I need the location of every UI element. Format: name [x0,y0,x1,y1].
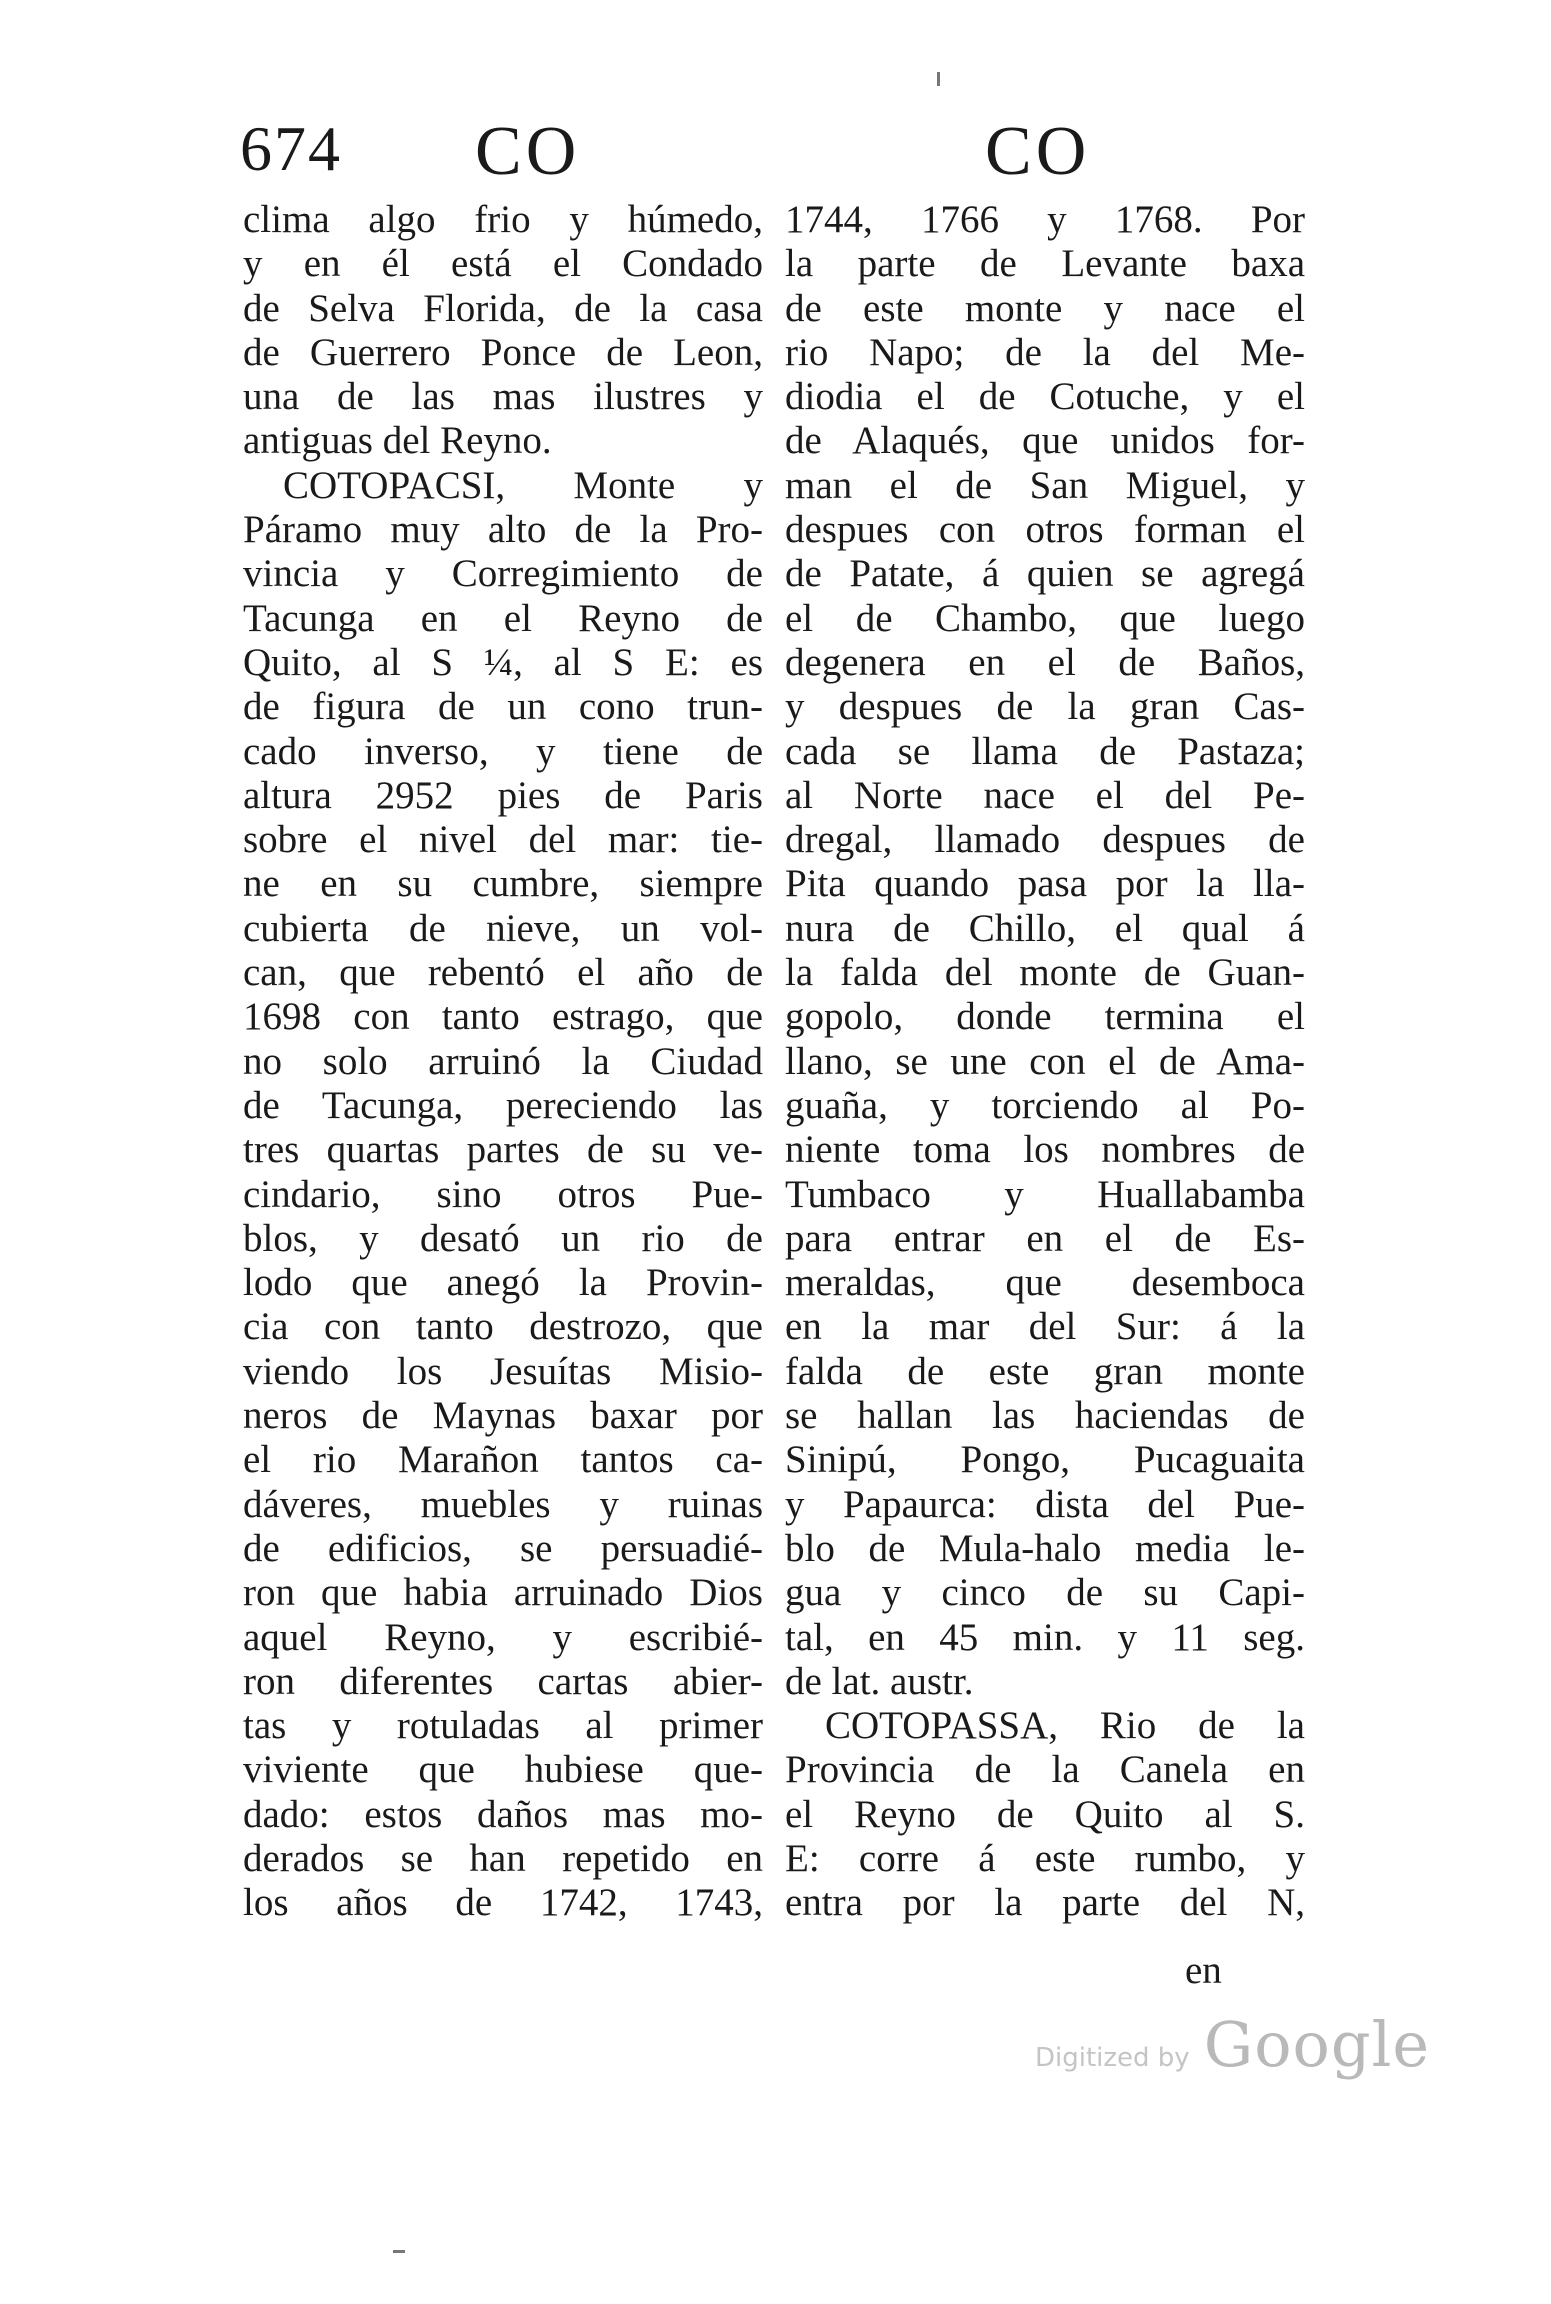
left-column-line: ron diferentes cartas abier- [243,1659,763,1703]
page-header [240,112,1310,202]
left-column-line: neros de Maynas baxar por [243,1394,763,1438]
left-column-line: dáveres, muebles y ruinas [243,1482,763,1526]
right-column-line: Sinipú, Pongo, Pucaguaita [785,1438,1305,1482]
left-column-line: tas y rotuladas al primer [243,1704,763,1748]
left-column-line: 1698 con tanto estrago, que [243,995,763,1039]
running-head-right: CO [985,113,1091,190]
right-column-line: para entrar en el de Es- [785,1216,1305,1260]
left-column-line: Quito, al S ¼, al S E: es [243,640,763,684]
left-column-line: cado inverso, y tiene de [243,729,763,773]
right-column-line: cada se llama de Pastaza; [785,729,1305,773]
left-column-line: derados se han repetido en [243,1836,763,1880]
left-column-line: viendo los Jesuítas Misio- [243,1349,763,1393]
right-column-line: de este monte y nace el [785,286,1305,330]
right-column-line: falda de este gran monte [785,1349,1305,1393]
right-column-line: COTOPASSA, Rio de la [825,1704,1305,1748]
left-column-line: COTOPACSI, Monte y [283,463,763,507]
left-column-line: el rio Marañon tantos ca- [243,1438,763,1482]
right-column-line: de Patate, á quien se agregá [785,552,1305,596]
right-column-line: meraldas, que desemboca [785,1261,1305,1305]
right-column-line: E: corre á este rumbo, y [785,1836,1305,1880]
print-mark [393,2250,405,2253]
right-column-line: la falda del monte de Guan- [785,951,1305,995]
left-column-line: de Guerrero Ponce de Leon, [243,330,763,374]
left-column-line: dado: estos daños mas mo- [243,1792,763,1836]
right-column-line: Provincia de la Canela en [785,1748,1305,1792]
right-column-line: de lat. austr. [785,1659,974,1703]
left-column-line: cindario, sino otros Pue- [243,1172,763,1216]
right-column-line: tal, en 45 min. y 11 seg. [785,1615,1305,1659]
right-column-line: despues con otros forman el [785,508,1305,552]
right-column-line: blo de Mula-halo media le- [785,1526,1305,1570]
print-mark [937,72,940,86]
left-column-line: los años de 1742, 1743, [243,1881,763,1925]
right-column-line: llano, se une con el de Ama- [785,1039,1305,1083]
left-column-line: aquel Reyno, y escribié- [243,1615,763,1659]
right-column-line: la parte de Levante baxa [785,242,1305,286]
right-column-line: rio Napo; de la del Me- [785,330,1305,374]
left-column-line: ron que habia arruinado Dios [243,1571,763,1615]
right-column-line: guaña, y torciendo al Po- [785,1083,1305,1127]
left-column-line: de edificios, se persuadié- [243,1526,763,1570]
right-column-line: degenera en el de Baños, [785,640,1305,684]
left-column-line: de figura de un cono trun- [243,685,763,729]
left-column-line: cubierta de nieve, un vol- [243,906,763,950]
right-column-line: 1744, 1766 y 1768. Por [785,198,1305,241]
right-column-line: diodia el de Cotuche, y el [785,375,1305,419]
left-column-line: tres quartas partes de su ve- [243,1128,763,1172]
left-column-line: de Tacunga, pereciendo las [243,1083,763,1127]
left-column-line: cia con tanto destrozo, que [243,1305,763,1349]
left-column-line: no solo arruinó la Ciudad [243,1039,763,1083]
left-column-line: ne en su cumbre, siempre [243,862,763,906]
right-column-line: dregal, llamado despues de [785,818,1305,862]
left-column-line: viviente que hubiese que- [243,1748,763,1792]
right-column-line: gua y cinco de su Capi- [785,1571,1305,1615]
right-column-line: Tumbaco y Huallabamba [785,1172,1305,1216]
right-text-column [785,198,1305,1926]
google-logo: Google [1203,2008,1431,2081]
left-column-line: Páramo muy alto de la Pro- [243,508,763,552]
watermark-prefix: Digitized by [1035,2043,1190,2073]
right-column-line: entra por la parte del N, [785,1881,1305,1925]
left-column-line: altura 2952 pies de Paris [243,773,763,817]
left-column-line: una de las mas ilustres y [243,375,763,419]
right-column-line: y despues de la gran Cas- [785,685,1305,729]
right-column-line: el de Chambo, que luego [785,596,1305,640]
left-column-line: can, que rebentó el año de [243,951,763,995]
left-column-line: clima algo frio y húmedo, [243,198,763,241]
right-column-line: y Papaurca: dista del Pue- [785,1482,1305,1526]
left-text-column [243,198,763,1926]
left-column-line: y en él está el Condado [243,242,763,286]
digitization-watermark [1035,2008,1430,2098]
left-column-line: de Selva Florida, de la casa [243,286,763,330]
left-column-line: vincia y Corregimiento de [243,552,763,596]
left-column-line: Tacunga en el Reyno de [243,596,763,640]
right-column-line: al Norte nace el del Pe- [785,773,1305,817]
right-column-line: nura de Chillo, el qual á [785,906,1305,950]
right-column-line: el Reyno de Quito al S. [785,1792,1305,1836]
catchword: en [1185,1949,1222,1992]
right-column-line: man el de San Miguel, y [785,463,1305,507]
right-column-line: en la mar del Sur: á la [785,1305,1305,1349]
left-column-line: antiguas del Reyno. [243,419,552,463]
left-column-line: blos, y desató un rio de [243,1216,763,1260]
left-column-line: lodo que anegó la Provin- [243,1261,763,1305]
right-column-line: niente toma los nombres de [785,1128,1305,1172]
right-column-line: de Alaqués, que unidos for- [785,419,1305,463]
right-column-line: Pita quando pasa por la lla- [785,862,1305,906]
right-column-line: se hallan las haciendas de [785,1394,1305,1438]
running-head-left: CO [475,113,581,190]
right-column-line: gopolo, donde termina el [785,995,1305,1039]
left-column-line: sobre el nivel del mar: tie- [243,818,763,862]
page-number: 674 [240,113,342,184]
